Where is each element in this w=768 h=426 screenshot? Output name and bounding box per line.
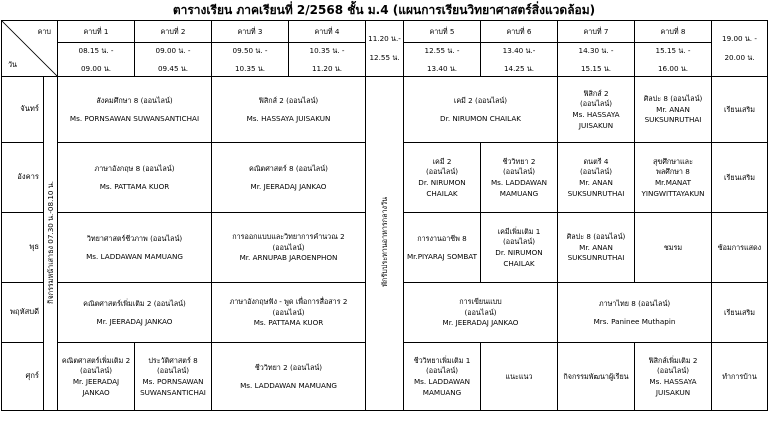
class-cell: ฟิสิกส์ 2 (ออนไลน์) Ms. HASSAYA JUISAKUN [558, 77, 635, 143]
class-cell: ชมรม [635, 213, 712, 283]
class-cell: การออกแบบและวิทยาการคำนวณ 2 (ออนไลน์) Mr. ARNUPAB JAROENPHON [212, 213, 366, 283]
morning-activity: กิจกรรมหน้าเสาธง 07.30 น.-08.10 น. [44, 77, 58, 411]
period-time: 10.35 น. - 11.20 น. [289, 43, 366, 77]
class-cell: ภาษาอังกฤษฟัง - พูด เพื่อการสื่อสาร 2 (ออนไลน์) Ms. PATTAMA KUOR [212, 283, 366, 343]
period-time: 09.00 น. - 09.45 น. [135, 43, 212, 77]
class-cell: เคมี 2 (ออนไลน์) Dr. NIRUMON CHAILAK [404, 77, 558, 143]
class-cell: คณิตศาสตร์เพิ่มเติม 2 (ออนไลน์) Mr. JEERADAJ JANKAO [58, 283, 212, 343]
corner-period-label: คาบ [37, 27, 51, 36]
period-time: 09.50 น. - 10.35 น. [212, 43, 289, 77]
period-header: คาบที่ 4 [289, 21, 366, 43]
period-time: 08.15 น. - 09.00 น. [58, 43, 135, 77]
class-cell: การงานอาชีพ 8 Mr.PIYARAJ SOMBAT [404, 213, 481, 283]
period-header: คาบที่ 2 [135, 21, 212, 43]
timetable [1, 20, 768, 411]
period-time: 14.30 น. - 15.15 น. [558, 43, 635, 77]
extra-activity: เรียนเสริม [712, 283, 768, 343]
period-time: 12.55 น. - 13.40 น. [404, 43, 481, 77]
day-friday: ศุกร์ [2, 343, 44, 411]
day-tuesday: อังคาร [2, 143, 44, 213]
class-cell: การเขียนแบบ (ออนไลน์) Mr. JEERADAJ JANKAO [404, 283, 558, 343]
class-cell: กิจกรรมพัฒนาผู้เรียน [558, 343, 635, 411]
extra-activity: เรียนเสริม [712, 77, 768, 143]
day-monday: จันทร์ [2, 77, 44, 143]
class-cell: ชีววิทยา 2 (ออนไลน์) Ms. LADDAWAN MAMUANG [481, 143, 558, 213]
class-cell: ฟิสิกส์เพิ่มเติม 2 (ออนไลน์) Ms. HASSAYA JUISAKUN [635, 343, 712, 411]
class-cell: ภาษาอังกฤษ 8 (ออนไลน์) Ms. PATTAMA KUOR [58, 143, 212, 213]
extra-time: 19.00 น. - 20.00 น. [712, 21, 768, 77]
day-wednesday: พุธ [2, 213, 44, 283]
period-time: 13.40 น.- 14.25 น. [481, 43, 558, 77]
class-cell: ศิลปะ 8 (ออนไลน์) Mr. ANAN SUKSUNRUTHAI [558, 213, 635, 283]
class-cell: สุขศึกษาและ พลศึกษา 8 Mr.MANAT YINGWITTAYAKUN [635, 143, 712, 213]
class-cell: ชีววิทยาเพิ่มเติม 1 (ออนไลน์) Ms. LADDAWAN MAMUANG [404, 343, 481, 411]
class-cell: ภาษาไทย 8 (ออนไลน์) Mrs. Paninee Muthapin [558, 283, 712, 343]
period-header: คาบที่ 3 [212, 21, 289, 43]
class-cell: ประวัติศาสตร์ 8 (ออนไลน์) Ms. PORNSAWAN SUWANSANTICHAI [135, 343, 212, 411]
extra-activity: ทำการบ้าน [712, 343, 768, 411]
class-cell: ฟิสิกส์ 2 (ออนไลน์) Ms. HASSAYA JUISAKUN [212, 77, 366, 143]
class-cell: คณิตศาสตร์เพิ่มเติม 2 (ออนไลน์) Mr. JEERADAJ JANKAO [58, 343, 135, 411]
class-cell: สังคมศึกษา 8 (ออนไลน์) Ms. PORNSAWAN SUWANSANTICHAI [58, 77, 212, 143]
period-time: 15.15 น. - 16.00 น. [635, 43, 712, 77]
period-header: คาบที่ 6 [481, 21, 558, 43]
period-header: คาบที่ 5 [404, 21, 481, 43]
period-header: คาบที่ 1 [58, 21, 135, 43]
lunch-time: 11.20 น.- 12.55 น. [366, 21, 404, 77]
lunch-activity: พักรับประทานอาหารกลางวัน [366, 77, 404, 411]
class-cell: วิทยาศาสตร์ชีวภาพ (ออนไลน์) Ms. LADDAWAN MAMUANG [58, 213, 212, 283]
page-title: ตารางเรียน ภาคเรียนที่ 2/2568 ชั้น ม.4 (แผนการเรียนวิทยาศาสตร์สิ่งแวดล้อม) [172, 3, 596, 17]
class-cell: ศิลปะ 8 (ออนไลน์) Mr. ANAN SUKSUNRUTHAI [635, 77, 712, 143]
extra-activity: ซ้อมการแสดง [712, 213, 768, 283]
day-thursday: พฤหัสบดี [2, 283, 44, 343]
period-header: คาบที่ 8 [635, 21, 712, 43]
class-cell: แนะแนว [481, 343, 558, 411]
class-cell: เคมี 2 (ออนไลน์) Dr. NIRUMON CHAILAK [404, 143, 481, 213]
extra-activity: เรียนเสริม [712, 143, 768, 213]
class-cell: คณิตศาสตร์ 8 (ออนไลน์) Mr. JEERADAJ JANKAO [212, 143, 366, 213]
corner-cell [2, 21, 58, 77]
class-cell: ดนตรี 4 (ออนไลน์) Mr. ANAN SUKSUNRUTHAI [558, 143, 635, 213]
period-header: คาบที่ 7 [558, 21, 635, 43]
class-cell: เคมีเพิ่มเติม 1 (ออนไลน์) Dr. NIRUMON CHAILAK [481, 213, 558, 283]
class-cell: ชีววิทยา 2 (ออนไลน์) Ms. LADDAWAN MAMUANG [212, 343, 366, 411]
corner-day-label: วัน [8, 60, 17, 70]
